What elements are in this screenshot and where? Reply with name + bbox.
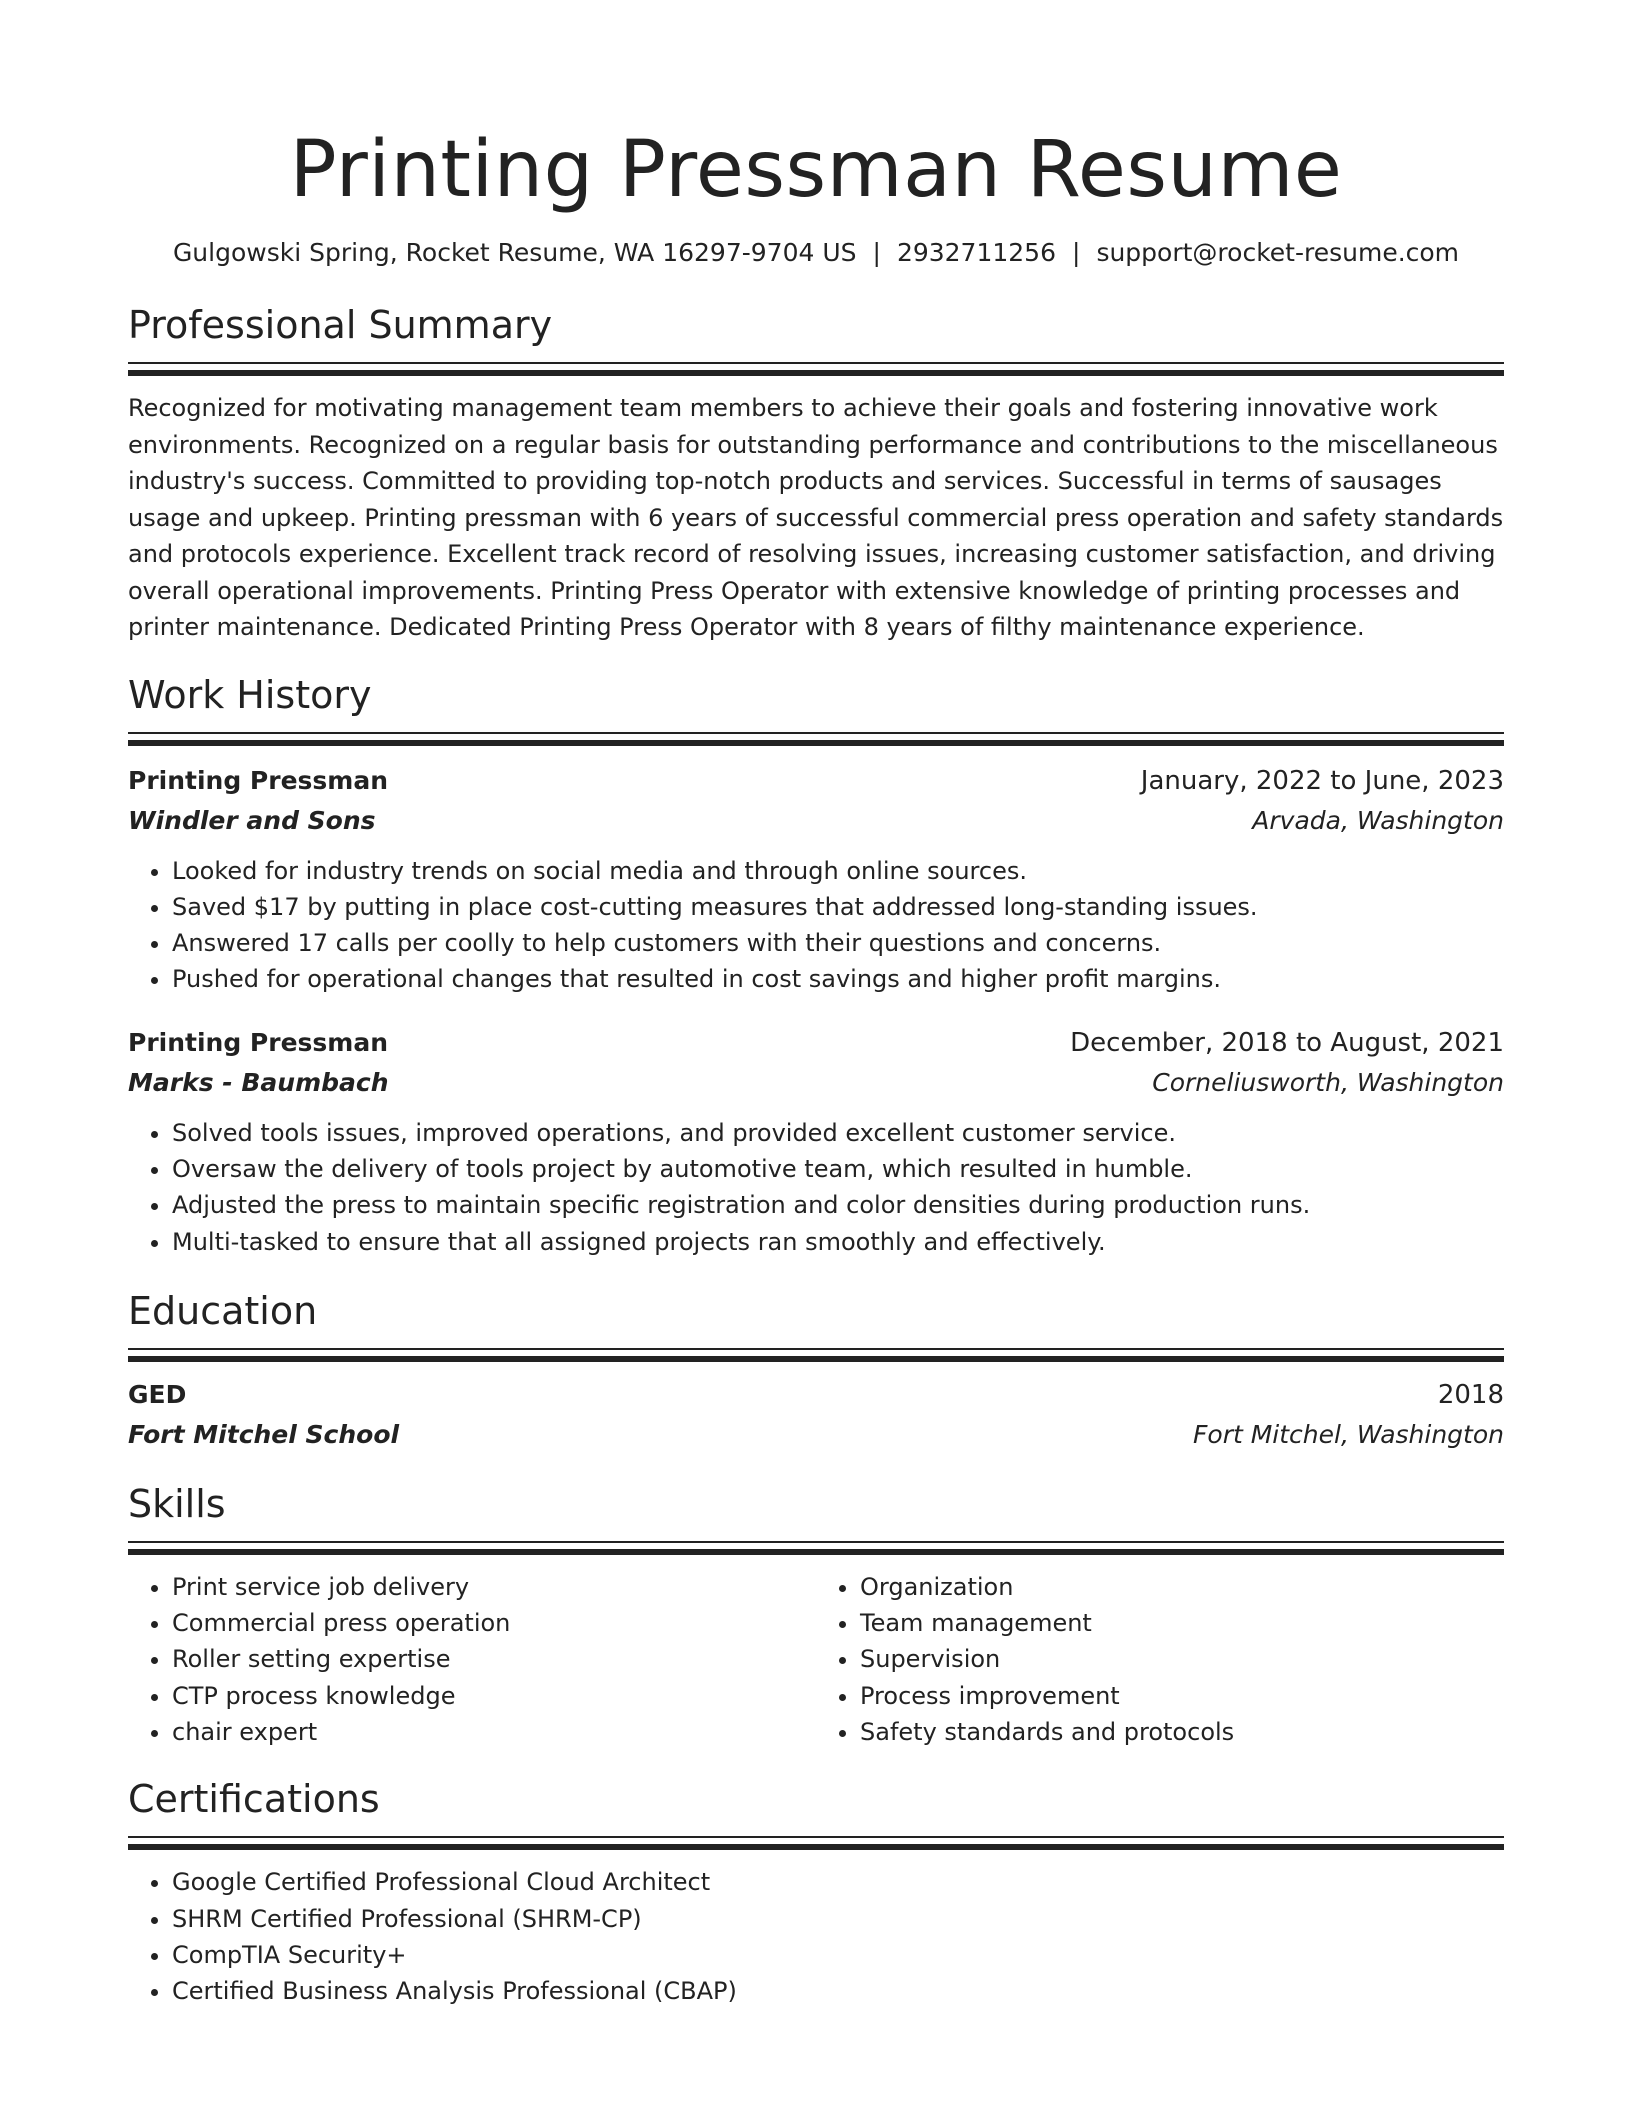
education-degree: GED — [128, 1379, 187, 1409]
certification-item: • CompTIA Security+ — [172, 1937, 1504, 1973]
contact-separator: | — [1072, 238, 1081, 267]
contact-phone: 2932711256 — [896, 238, 1056, 267]
summary-section — [128, 300, 1504, 646]
education-section — [128, 1286, 1504, 1455]
list-item: • Looked for industry trends on social media and through online sources. — [172, 853, 1504, 889]
skill-item: • Commercial press operation — [172, 1605, 816, 1641]
section-rule-thick — [128, 1844, 1504, 1850]
education-location: Fort Mitchel, Washington — [1193, 1419, 1504, 1449]
section-rule-thick — [128, 1549, 1504, 1555]
job-location: Corneliusworth, Washington — [1152, 1067, 1504, 1097]
job-company: Marks - Baumbach — [128, 1067, 389, 1097]
section-rule-thick — [128, 370, 1504, 376]
education-entry — [128, 1375, 1504, 1455]
contact-address: Gulgowski Spring, Rocket Resume, WA 16297-9704 US — [172, 238, 857, 267]
resume-title: Printing Pressman Resume — [289, 125, 1343, 215]
certification-item: • Certified Business Analysis Professional (CBAP) — [172, 1973, 1504, 2009]
section-rule — [128, 362, 1504, 364]
skill-item: • chair expert — [172, 1714, 816, 1750]
skill-item: • Roller setting expertise — [172, 1641, 816, 1677]
skill-item: • CTP process knowledge — [172, 1678, 816, 1714]
skills-section — [128, 1479, 1504, 1750]
job-title: Printing Pressman — [128, 1027, 389, 1057]
skill-item: • Supervision — [860, 1641, 1504, 1677]
section-rule — [128, 732, 1504, 734]
list-item: • Solved tools issues, improved operations, and provided excellent customer service. — [172, 1115, 1504, 1151]
job-dates: January, 2022 to June, 2023 — [1140, 765, 1504, 796]
certification-item: • Google Certified Professional Cloud Architect — [172, 1864, 1504, 1900]
skill-item: • Organization — [860, 1569, 1504, 1605]
section-heading-skills: Skills — [128, 1481, 226, 1526]
list-item: • Adjusted the press to maintain specific registration and color densities during production runs. — [172, 1187, 1504, 1223]
list-item: • Oversaw the delivery of tools project by automotive team, which resulted in humble. — [172, 1151, 1504, 1187]
contact-line — [128, 236, 1504, 270]
section-heading-summary: Professional Summary — [128, 303, 553, 347]
job-company: Windler and Sons — [128, 805, 376, 835]
list-item: • Saved $17 by putting in place cost-cutting measures that addressed long-standing issues. — [172, 889, 1504, 925]
job-entry — [128, 761, 1504, 998]
education-school: Fort Mitchel School — [128, 1419, 400, 1449]
skills-list-left — [128, 1569, 816, 1750]
resume-page — [128, 0, 1504, 2010]
list-item: • Multi-tasked to ensure that all assigned projects ran smoothly and effectively. — [172, 1224, 1504, 1260]
job-entry — [128, 1023, 1504, 1260]
contact-email: support@rocket-resume.com — [1096, 238, 1460, 267]
skill-item: • Safety standards and protocols — [860, 1714, 1504, 1750]
skill-item: • Process improvement — [860, 1678, 1504, 1714]
job-bullets — [128, 853, 1504, 998]
list-item: • Answered 17 calls per coolly to help customers with their questions and concerns. — [172, 925, 1504, 961]
certifications-list — [128, 1864, 1504, 2009]
section-heading-education: Education — [128, 1288, 318, 1333]
job-dates: December, 2018 to August, 2021 — [1070, 1027, 1504, 1058]
list-item: • Pushed for operational changes that resulted in cost savings and higher profit margins. — [172, 961, 1504, 997]
certification-item: • SHRM Certified Professional (SHRM-CP) — [172, 1901, 1504, 1937]
section-rule-thick — [128, 1356, 1504, 1362]
contact-separator: | — [872, 238, 881, 267]
skills-list-right — [816, 1569, 1504, 1750]
education-year: 2018 — [1437, 1379, 1504, 1410]
job-title: Printing Pressman — [128, 765, 389, 795]
skill-item: • Print service job delivery — [172, 1569, 816, 1605]
section-rule — [128, 1836, 1504, 1838]
section-heading-work: Work History — [128, 672, 372, 717]
section-rule-thick — [128, 740, 1504, 746]
skills-columns — [128, 1569, 1504, 1750]
work-section — [128, 670, 1504, 1260]
job-bullets — [128, 1115, 1504, 1260]
section-rule — [128, 1348, 1504, 1350]
skill-item: • Team management — [860, 1605, 1504, 1641]
job-location: Arvada, Washington — [1252, 805, 1504, 835]
section-rule — [128, 1541, 1504, 1543]
section-heading-certifications: Certifications — [128, 1777, 380, 1822]
certifications-section — [128, 1774, 1504, 2009]
summary-text: Recognized for motivating management team members to achieve their goals and fostering innovative work environments. Recognized on a regular basis for outstanding performance and contributions to the miscellaneous industry's success. Committed to providing top-notch products and services. Successful in terms of sausages usage and upkeep. Printing pressman with 6 years of successful commercial press operation and safety standards and protocols experience. Excellent track record of resolving issues, increasing customer satisfaction, and driving overall operational improvements. Printing Press Operator with extensive knowledge of printing processes and printer maintenance. Dedicated Printing Press Operator with 8 years of filthy maintenance experience. — [128, 394, 1504, 641]
